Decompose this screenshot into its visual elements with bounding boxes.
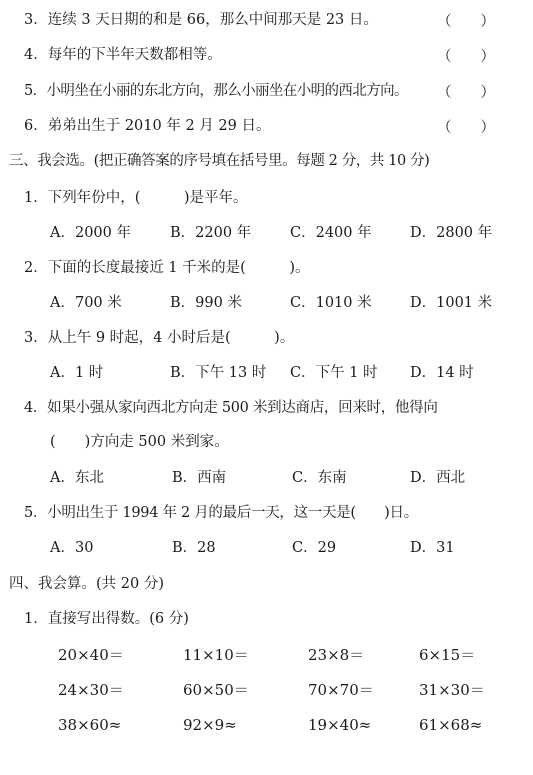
option-a[interactable]: A．1 时 — [50, 365, 104, 381]
option-d[interactable]: D．1001 米 — [410, 295, 493, 311]
choice-question-5: 5．小明出生于 1994 年 2 月的最后一天，这一天是( )日。 — [24, 505, 418, 521]
calc-problem: 61×68≈ — [419, 716, 483, 734]
choice-question-3: 3．从上午 9 时起，4 小时后是( )。 — [24, 330, 295, 346]
option-b[interactable]: B．28 — [172, 540, 216, 556]
section-header-choose: 三、我会选。(把正确答案的序号填在括号里。每题 2 分，共 10 分) — [9, 153, 430, 169]
calc-problem: 60×50＝ — [183, 681, 249, 699]
calc-problem: 23×8＝ — [308, 646, 365, 664]
calc-problem: 24×30＝ — [58, 681, 124, 699]
calc-problem: 38×60≈ — [58, 716, 122, 734]
choice-question-1: 1．下列年份中，( )是平年。 — [24, 190, 248, 206]
calc-problem: 70×70＝ — [308, 681, 374, 699]
option-a[interactable]: A．东北 — [50, 470, 104, 486]
calc-problem: 6×15＝ — [419, 646, 476, 664]
option-c[interactable]: C．2400 年 — [290, 225, 372, 241]
answer-blank[interactable]: （ ） — [437, 14, 495, 30]
judge-item-5: 5．小明坐在小丽的东北方向，那么小丽坐在小明的西北方向。 — [24, 83, 408, 99]
option-a[interactable]: A．30 — [50, 540, 94, 556]
calc-subsection-title: 1．直接写出得数。(6 分) — [24, 611, 189, 627]
answer-blank[interactable]: （ ） — [437, 120, 495, 136]
calc-problem: 31×30＝ — [419, 681, 485, 699]
judge-item-6: 6．弟弟出生于 2010 年 2 月 29 日。 — [24, 118, 271, 134]
answer-blank[interactable]: （ ） — [437, 49, 495, 65]
option-d[interactable]: D．西北 — [410, 470, 466, 486]
option-c[interactable]: C．东南 — [292, 470, 347, 486]
choice-question-4-continued: ( )方向走 500 米到家。 — [50, 434, 229, 450]
option-a[interactable]: A．2000 年 — [50, 225, 131, 241]
calc-problem: 19×40≈ — [308, 716, 372, 734]
calc-problem: 11×10＝ — [183, 646, 249, 664]
option-c[interactable]: C．29 — [292, 540, 337, 556]
option-b[interactable]: B．西南 — [172, 470, 227, 486]
calc-problem: 20×40＝ — [58, 646, 124, 664]
calc-problem: 92×9≈ — [183, 716, 237, 734]
option-d[interactable]: D．2800 年 — [410, 225, 493, 241]
judge-item-4: 4．每年的下半年天数都相等。 — [24, 47, 222, 63]
answer-blank[interactable]: （ ） — [437, 85, 495, 101]
option-b[interactable]: B．990 米 — [170, 295, 242, 311]
choice-question-4: 4．如果小强从家向西北方向走 500 米到达商店，回来时，他得向 — [24, 400, 438, 416]
judge-item-3: 3．连续 3 天日期的和是 66，那么中间那天是 23 日。 — [24, 12, 378, 28]
option-d[interactable]: D．14 时 — [410, 365, 474, 381]
option-a[interactable]: A．700 米 — [50, 295, 122, 311]
option-b[interactable]: B．下午 13 时 — [170, 365, 267, 381]
section-header-calc: 四、我会算。(共 20 分) — [9, 576, 164, 592]
option-b[interactable]: B．2200 年 — [170, 225, 252, 241]
option-d[interactable]: D．31 — [410, 540, 455, 556]
option-c[interactable]: C．1010 米 — [290, 295, 372, 311]
choice-question-2: 2．下面的长度最接近 1 千米的是( )。 — [24, 260, 310, 276]
option-c[interactable]: C．下午 1 时 — [290, 365, 378, 381]
